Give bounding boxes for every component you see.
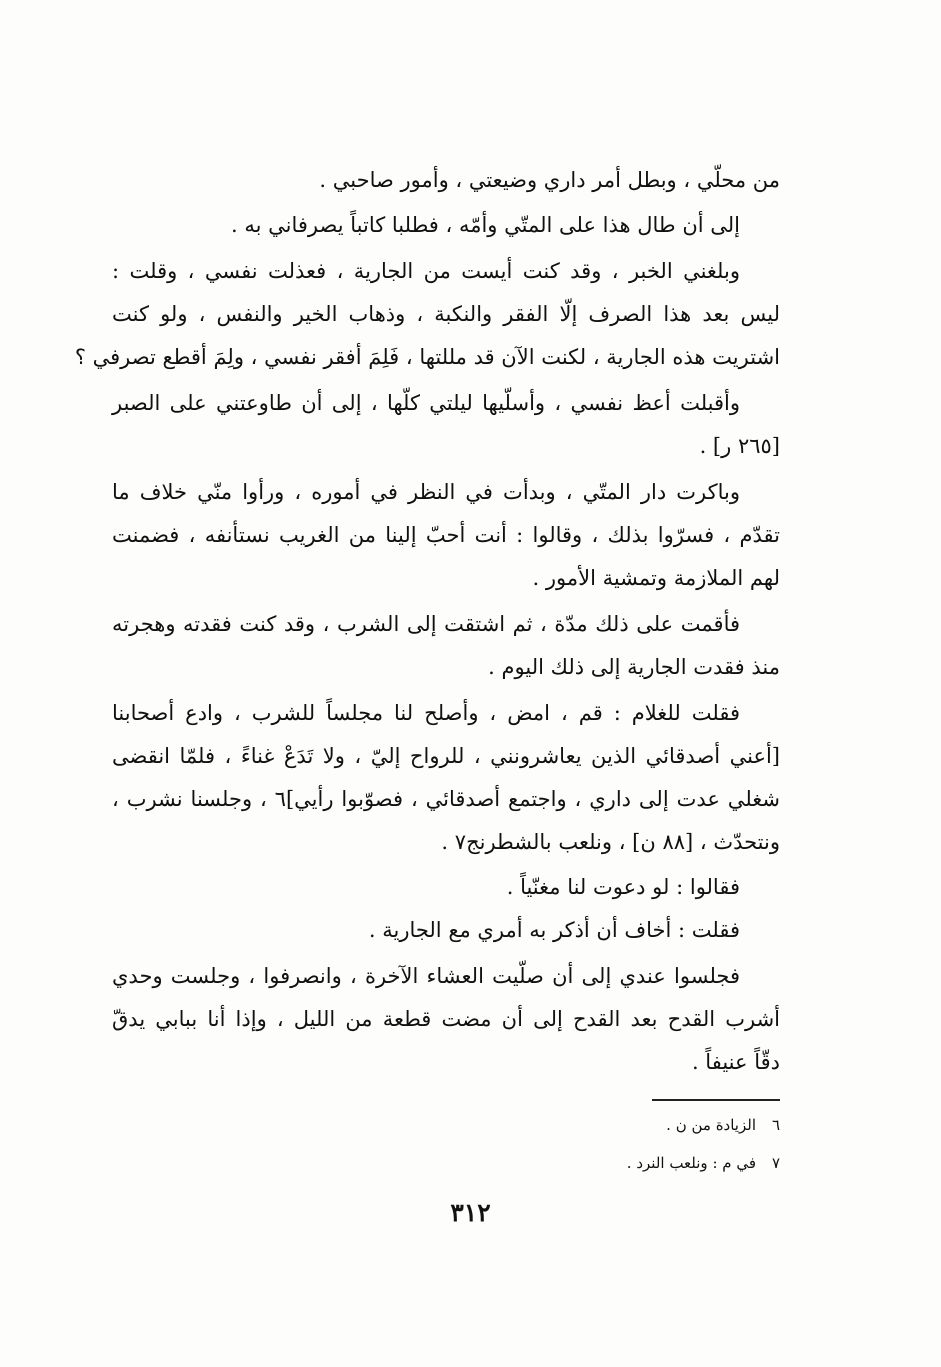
footnote [666, 1114, 780, 1136]
text-line: دقّاً عنيفاً . [691, 1050, 780, 1074]
text-line: أشرب القدح بعد القدح إلى أن مضت قطعة من الليل ، وإذا أنا ببابي يدقّ [112, 1007, 780, 1031]
text-line: تقدّم ، فسرّوا بذلك ، وقالوا : أنت أحبّ إلينا من الغريب نستأنفه ، فضمنت [112, 523, 780, 547]
text-line: شغلي عدت إلى داري ، واجتمع أصدقائي ، فصوّبوا رأيي]٦ ، وجلسنا نشرب ، [112, 787, 780, 811]
text-line: ونتحدّث ، [٨٨ ن] ، ونلعب بالشطرنج٧ . [441, 830, 780, 854]
text-line: فأقمت على ذلك مدّة ، ثم اشتقت إلى الشرب ، وقد كنت فقدته وهجرته [112, 612, 740, 636]
text-line: فقلت : أخاف أن أذكر به أمري مع الجارية . [368, 918, 740, 942]
text-line: فجلسوا عندي إلى أن صلّيت العشاء الآخرة ، وانصرفوا ، وجلست وحدي [112, 964, 740, 988]
footnote-number: ٧ [771, 1154, 780, 1172]
text-line: إلى أن طال هذا على المتّي وأمّه ، فطلبا كاتباً يصرفاني به . [231, 213, 740, 237]
footnote-text: الزيادة من ن . [666, 1116, 756, 1134]
text-line: [أعني أصدقائي الذين يعاشرونني ، للرواح إليّ ، ولا تَدَعْ غناءً ، فلمّا انقضى [112, 744, 780, 768]
page-number: ٣١٢ [450, 1198, 491, 1227]
text-line: لهم الملازمة وتمشية الأمور . [532, 566, 780, 590]
text-line: ليس بعد هذا الصرف إلّا الفقر والنكبة ، وذهاب الخير والنفس ، ولو كنت [112, 302, 780, 326]
text-line: فقلت للغلام : قم ، امض ، وأصلح لنا مجلساً للشرب ، وادع أصحابنا [112, 701, 740, 725]
footnote-separator [652, 1099, 780, 1101]
text-line: وأقبلت أعظ نفسي ، وأسلّيها ليلتي كلّها ، إلى أن طاوعتني على الصبر [112, 391, 740, 415]
text-line: اشتريت هذه الجارية ، لكنت الآن قد مللتها ، فَلِمَ أفقر نفسي ، ولِمَ أقطع تصرفي ؟ [74, 345, 780, 369]
text-line: [٢٦٥ ر] . [699, 434, 780, 458]
footnote [627, 1152, 780, 1174]
text-line: فقالوا : لو دعوت لنا مغنّياً . [506, 875, 740, 899]
text-line: منذ فقدت الجارية إلى ذلك اليوم . [488, 655, 780, 679]
text-line: من محلّي ، وبطل أمر داري وضيعتي ، وأمور صاحبي . [319, 168, 780, 192]
footnote-text: في م : ونلعب النرد . [626, 1154, 756, 1172]
text-line: وباكرت دار المتّي ، وبدأت في النظر في أموره ، ورأوا منّي خلاف ما [112, 480, 740, 504]
text-line: وبلغني الخبر ، وقد كنت أيست من الجارية ، فعذلت نفسي ، وقلت : [112, 259, 740, 283]
footnote-number: ٦ [771, 1116, 780, 1134]
